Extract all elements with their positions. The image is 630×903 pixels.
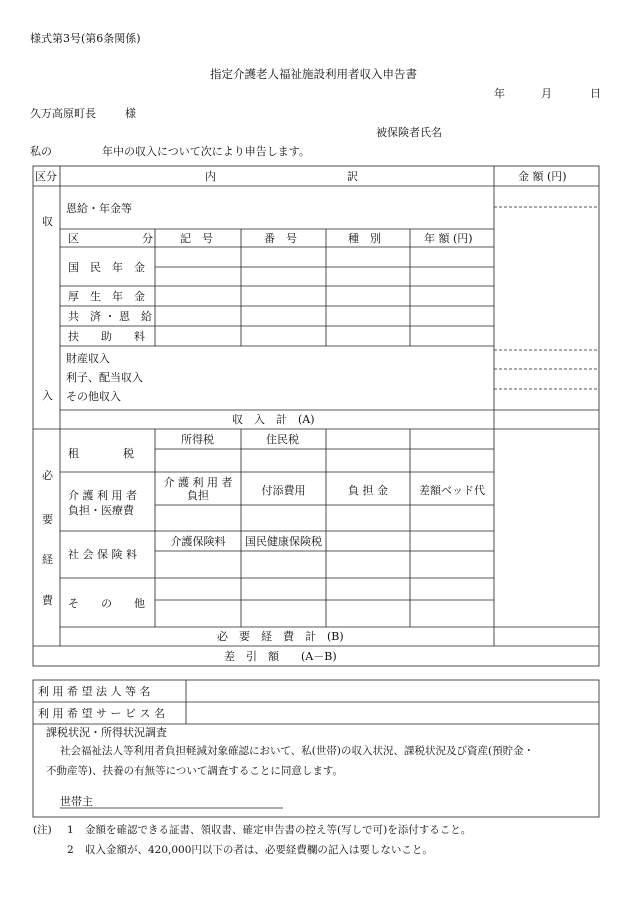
income-char-1: 収 (42, 215, 53, 228)
exp-char-4: 費 (42, 594, 53, 607)
head-kaigo-hoken: 介護保険料 (170, 535, 226, 548)
date-month: 月 (541, 87, 552, 100)
col-amount: 金 額 (円) (518, 170, 567, 183)
income-char-2: 入 (42, 389, 53, 402)
exp-total: 必 要 経 費 計 (B) (217, 630, 344, 643)
pension-head-nengaku: 年 額 (円) (424, 232, 473, 245)
head-shotokuzei: 所得税 (181, 433, 214, 446)
row-rishi: 利子、配当収入 (66, 371, 143, 384)
head-sagaku: 差額ベッド代 (419, 484, 485, 497)
head-futankin: 負 担 金 (348, 484, 388, 497)
declaration-text: 年中の収入について次により申告します。 (102, 145, 310, 158)
hojin-label: 利 用 希 望 法 人 等 名 (38, 685, 151, 698)
note-1-num: 1 (67, 824, 74, 836)
pension-head-kigo: 記 号 (180, 232, 213, 245)
note-2-text: 収入金額が、420,000円以下の者は、必要経費欄の記入は要しないこと。 (85, 844, 433, 856)
declaration-prefix: 私の (30, 145, 52, 158)
consent-text-1: 社会福祉法人等利用者負担軽減対象確認において、私(世帯)の収入状況、課税状況及び資産(預貯金・ (60, 745, 535, 757)
row-kokumin-nenkin: 国 民 年 金 (68, 261, 145, 274)
setainushi-label: 世帯主 (60, 795, 93, 808)
pension-head-bun: 分 (142, 232, 153, 245)
survey-title: 課税状況・所得状況調査 (46, 726, 167, 739)
col-uchi: 内 (205, 170, 216, 183)
row-kosei-nenkin: 厚 生 年 金 (68, 290, 145, 303)
exp-char-3: 経 (42, 553, 53, 566)
row-sonota-income: その他収入 (66, 390, 121, 403)
service-label: 利 用 希 望 サ ー ビ ス 名 (38, 707, 165, 720)
row-zaisan: 財産収入 (66, 352, 110, 365)
row-sozei: 租 税 (68, 447, 134, 460)
date-year: 年 (494, 87, 505, 100)
consent-text-2: 不動産等)、扶養の有無等について調査することに同意します。 (46, 765, 344, 777)
row-kaigo-futan-1: 介 護 利 用 者 (68, 489, 137, 502)
head-kaigo-riyosha-2: 負担 (187, 489, 209, 502)
form-number: 様式第3号(第6条関係) (30, 32, 141, 45)
sashihiki: 差 引 額 (A－B) (224, 650, 337, 663)
row-kyosai-onkyu: 共 済 ・ 恩 給 (68, 310, 152, 323)
note-1-text: 金額を確認できる証書、領収書、確定申告書の控え等(写しで可)を添付すること。 (85, 824, 472, 836)
exp-char-2: 要 (42, 513, 53, 526)
head-kokumin-kenko: 国民健康保険税 (245, 535, 322, 548)
head-tsukisoi: 付添費用 (261, 484, 306, 497)
col-wake: 訳 (347, 170, 358, 183)
head-juminzei: 住民税 (266, 433, 299, 446)
notes-label: (注) (33, 824, 52, 836)
col-kubun: 区分 (35, 170, 57, 183)
head-kaigo-riyosha-1: 介 護 利 用 者 (163, 476, 233, 489)
pension-head-bango: 番 号 (264, 232, 297, 245)
date-day: 日 (590, 87, 601, 100)
row-shakai-hoken: 社 会 保 険 料 (68, 548, 137, 561)
exp-char-1: 必 (42, 469, 53, 482)
pension-head-shubetsu: 種 別 (348, 232, 381, 245)
pension-head-ku: 区 (68, 232, 79, 245)
addressee: 久万高原町長 (30, 107, 96, 120)
income-total: 収 入 計 (A) (232, 413, 315, 426)
row-fujo: 扶 助 料 (68, 330, 145, 343)
row-sonota-exp: そ の 他 (68, 597, 145, 610)
row-kaigo-futan-2: 負担・医療費 (68, 504, 134, 517)
note-2-num: 2 (67, 844, 74, 856)
addressee-sama: 様 (125, 107, 136, 120)
form-title: 指定介護老人福祉施設利用者収入申告書 (210, 67, 417, 81)
onkyu-label: 恩給・年金等 (66, 202, 132, 215)
insured-name-label: 被保険者氏名 (376, 126, 442, 139)
